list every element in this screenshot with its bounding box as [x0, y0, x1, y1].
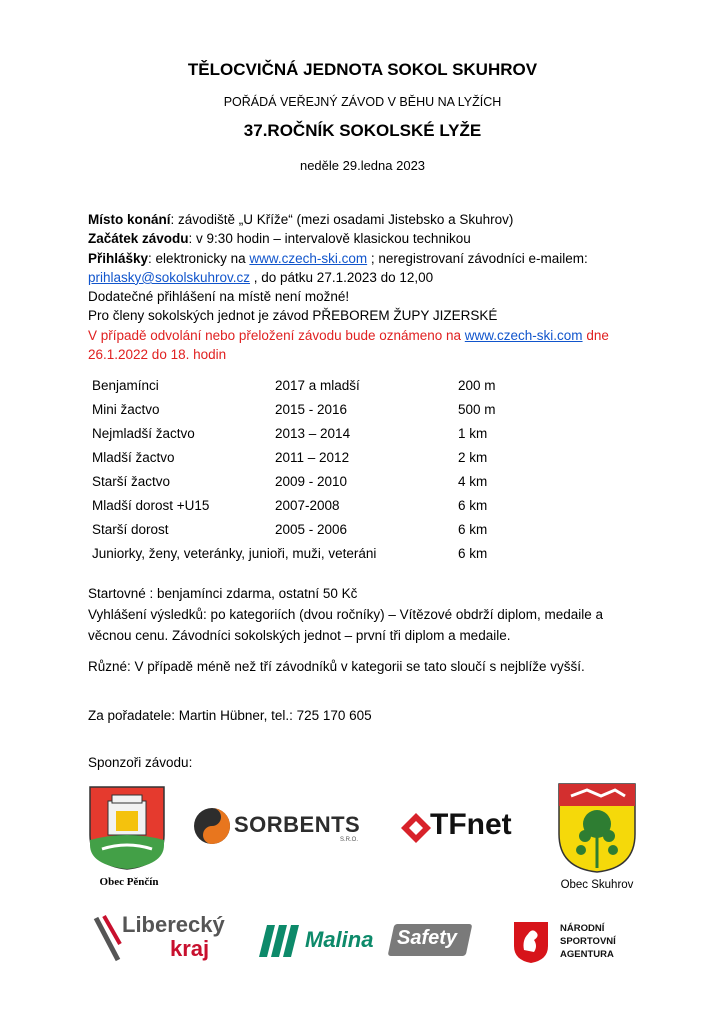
organization-title: TĚLOCVIČNÁ JEDNOTA SOKOL SKUHROV [187, 60, 538, 79]
category-name: Mini žactvo [92, 402, 160, 418]
category-distance: 4 km [458, 474, 488, 489]
nsa-line-1: NÁRODNÍ [560, 923, 605, 934]
category-row [92, 398, 518, 422]
awards-line: Vyhlášení výsledků: po kategoriích (dvou ročníky) – Vítězové obdrží diplom, medaile a [88, 607, 604, 622]
liberec-slash-icon [92, 914, 122, 964]
event-title: 37.ROČNÍK SOKOLSKÉ LYŽE [243, 121, 482, 140]
category-years: 2017 a mladší [275, 378, 360, 394]
category-distance: 500 m [458, 402, 496, 418]
category-name: Nejmladší žactvo [92, 426, 195, 442]
category-row [92, 493, 518, 517]
registration-text-2: ; neregistrovaní závodníci e-mailem: [367, 250, 588, 266]
malina-stripes-icon [255, 923, 301, 959]
category-distance: 200 m [458, 378, 496, 394]
registration-label: Přihlášky [88, 250, 149, 266]
category-name: Mladší žactvo [92, 450, 175, 466]
sorbents-subtext: S.R.O. [340, 837, 359, 843]
category-years: 2009 - 2010 [275, 474, 348, 489]
tfnet-wordmark: TFnet [430, 808, 512, 841]
czech-lion-icon [512, 920, 550, 964]
email-link[interactable]: prihlasky@sokolskuhrov.cz [88, 269, 251, 285]
category-row [92, 541, 518, 565]
category-years: 2011 – 2012 [275, 450, 350, 466]
category-years: 2005 - 2006 [275, 521, 348, 537]
organizer-contact: Za pořadatele: Martin Hübner, tel.: 725 170 605 [88, 708, 372, 723]
category-row [92, 422, 518, 446]
tfnet-logo [400, 806, 530, 846]
category-distance: 6 km [458, 497, 488, 513]
deadline-text: , do pátku 27.1.2023 do 12,00 [250, 269, 434, 285]
skuhrov-logo [552, 782, 642, 891]
category-years: 2013 – 2014 [275, 426, 351, 442]
skuhrov-caption: Obec Skuhrov [560, 879, 634, 891]
category-years: 2007-2008 [275, 497, 340, 513]
category-name: Mladší dorost +U15 [92, 497, 210, 513]
venue-line [88, 210, 648, 229]
cancel-text-2: dne [582, 327, 609, 343]
category-distance: 6 km [458, 545, 488, 561]
nsa-line-3: AGENTURA [560, 949, 614, 960]
pencin-coat-of-arms [88, 785, 166, 871]
event-date: neděle 29.ledna 2023 [299, 158, 426, 173]
czech-ski-link[interactable]: www.czech-ski.com [249, 250, 368, 266]
venue-label: Místo konání [88, 212, 171, 227]
tfnet-diamond-icon [400, 812, 432, 844]
malina-wordmark: Malina [305, 927, 374, 952]
category-name: Starší dorost [92, 521, 169, 537]
cancellation-date: 26.1.2022 do 18. hodin [88, 347, 227, 363]
category-table [92, 374, 518, 565]
start-line [88, 229, 648, 248]
category-distance: 1 km [458, 426, 488, 442]
category-name: Juniorky, ženy, veteránky, junioři, muži, veteráni [92, 545, 377, 561]
sorbents-wordmark: SORBENTS [234, 812, 361, 837]
start-text: : v 9:30 hodin – intervalově klasickou technikou [188, 231, 471, 247]
registration-text: : elektronicky na [148, 250, 250, 266]
venue-text: : závodiště „U Kříže“ (mezi osadami Jistebsko a Skuhrov) [170, 212, 514, 227]
sorbents-emblem-icon [190, 806, 234, 846]
nsa-wordmark [560, 922, 616, 961]
category-name: Starší žactvo [92, 474, 171, 489]
category-distance: 6 km [458, 521, 488, 537]
malina-safety-logo [255, 922, 471, 960]
cancellation-note [88, 326, 648, 345]
pencin-caption: Obec Pěnčín [99, 876, 159, 888]
safety-wordmark: Safety [397, 927, 458, 949]
category-row [92, 446, 518, 470]
category-row [92, 517, 518, 541]
nsa-line-2: SPORTOVNÍ [560, 936, 616, 947]
liberecky-wordmark: Liberecký [122, 912, 225, 937]
late-registration-note: Dodatečné přihlášení na místě není možné! [88, 289, 350, 305]
event-subtitle: POŘÁDÁ VEŘEJNÝ ZÁVOD V BĚHU NA LYŽÍCH [223, 95, 502, 109]
email-line [88, 268, 648, 287]
nsa-logo [512, 918, 632, 968]
kraj-wordmark: kraj [170, 936, 210, 961]
category-name: Benjamínci [92, 378, 159, 394]
category-distance: 2 km [458, 450, 488, 466]
misc-note: Různé: V případě méně než tří závodníků v kategorii se tato sloučí s nejblíže vyšší. [88, 659, 585, 674]
category-years: 2015 - 2016 [275, 402, 348, 418]
start-label: Začátek závodu [88, 231, 189, 247]
awards-line-2: věcnou cenu. Závodníci sokolských jednot – první tři diplom a medaile. [88, 628, 511, 643]
cancel-link[interactable]: www.czech-ski.com [464, 327, 583, 343]
info-block [88, 210, 648, 364]
sponsors-heading: Sponzoři závodu: [88, 755, 193, 770]
fee-line: Startovné : benjamínci zdarma, ostatní 50 Kč [88, 586, 358, 601]
category-row [92, 374, 518, 398]
sorbents-logo [190, 806, 386, 846]
liberecky-kraj-logo [92, 910, 238, 966]
sokol-note: Pro členy sokolských jednot je závod PŘEBOREM ŽUPY JIZERSKÉ [88, 308, 498, 324]
category-row [92, 470, 518, 494]
pencin-logo [88, 785, 170, 888]
cancel-text: V případě odvolání nebo přeložení závodu bude oznámeno na [88, 327, 465, 343]
fees-block [88, 583, 648, 646]
skuhrov-coat-of-arms [557, 782, 637, 874]
registration-line [88, 249, 648, 268]
